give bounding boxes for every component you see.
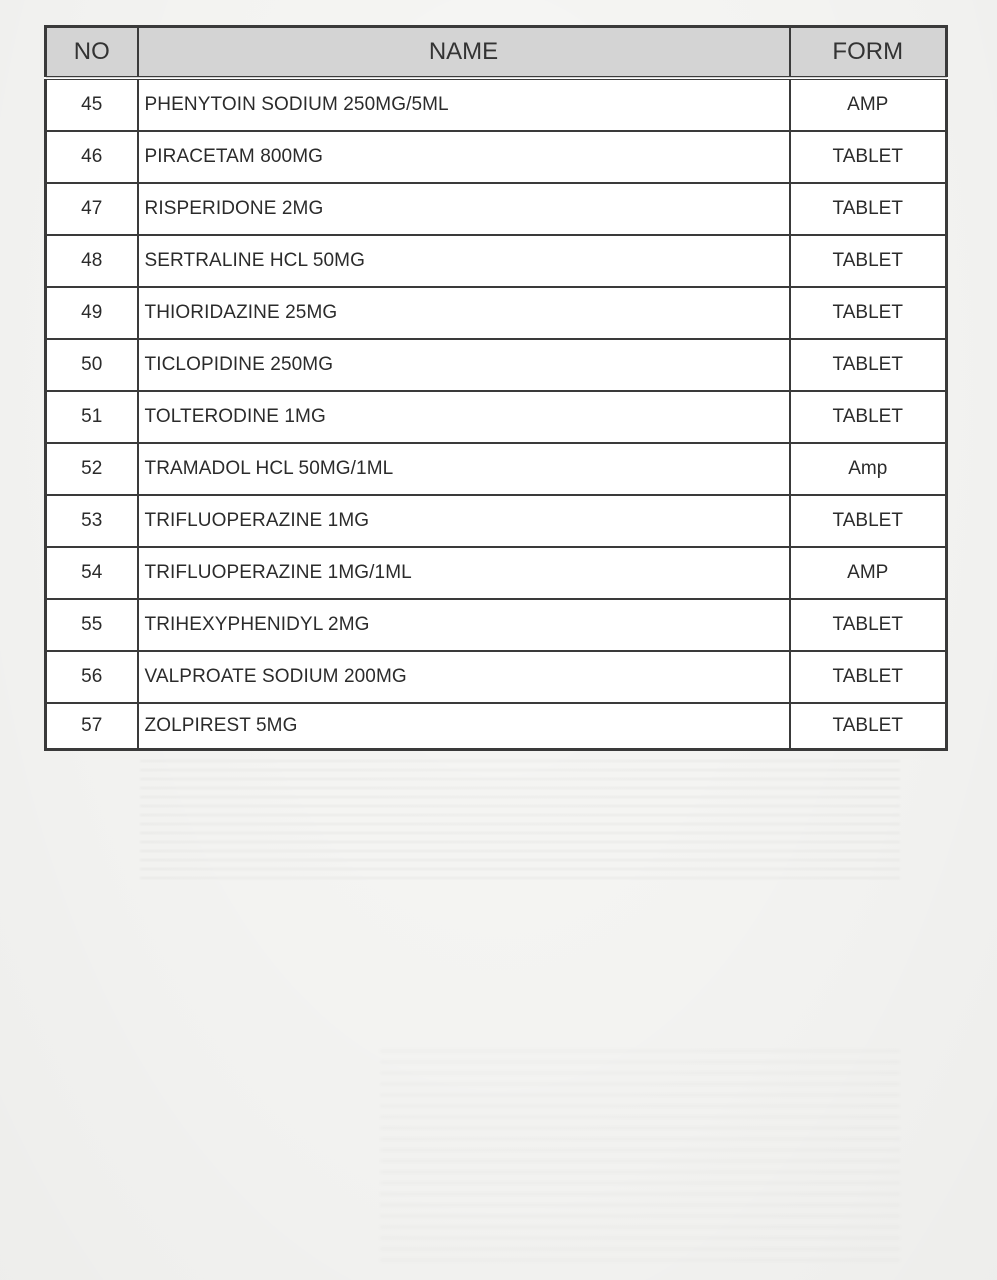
- table-row: [46, 495, 947, 547]
- table-row: [46, 391, 947, 443]
- row-number: 54: [46, 547, 138, 599]
- drug-name: TRIFLUOPERAZINE 1MG: [138, 495, 790, 547]
- paper-show-through: [140, 760, 900, 880]
- drug-form: TABLET: [790, 391, 947, 443]
- drug-form: TABLET: [790, 495, 947, 547]
- drug-form: TABLET: [790, 183, 947, 235]
- table-row: [46, 235, 947, 287]
- drug-form: TABLET: [790, 599, 947, 651]
- header-no: NO: [46, 27, 138, 79]
- row-number: 52: [46, 443, 138, 495]
- medication-table: [44, 25, 948, 751]
- drug-name: THIORIDAZINE 25MG: [138, 287, 790, 339]
- drug-name: PIRACETAM 800MG: [138, 131, 790, 183]
- table-row: [46, 78, 947, 131]
- header-name: NAME: [138, 27, 790, 79]
- drug-form: TABLET: [790, 131, 947, 183]
- drug-name: ZOLPIREST 5MG: [138, 703, 790, 750]
- drug-name: TRIHEXYPHENIDYL 2MG: [138, 599, 790, 651]
- drug-name: TOLTERODINE 1MG: [138, 391, 790, 443]
- table-row: [46, 287, 947, 339]
- row-number: 56: [46, 651, 138, 703]
- row-number: 57: [46, 703, 138, 750]
- table-row: [46, 339, 947, 391]
- row-number: 49: [46, 287, 138, 339]
- row-number: 50: [46, 339, 138, 391]
- drug-form: TABLET: [790, 651, 947, 703]
- drug-name: TICLOPIDINE 250MG: [138, 339, 790, 391]
- table-row: [46, 599, 947, 651]
- table-row: [46, 547, 947, 599]
- row-number: 47: [46, 183, 138, 235]
- drug-form: TABLET: [790, 287, 947, 339]
- drug-name: PHENYTOIN SODIUM 250MG/5ML: [138, 78, 790, 131]
- row-number: 46: [46, 131, 138, 183]
- table-row: [46, 443, 947, 495]
- row-number: 53: [46, 495, 138, 547]
- drug-form: Amp: [790, 443, 947, 495]
- paper-show-through-lower: [380, 1050, 900, 1270]
- row-number: 45: [46, 78, 138, 131]
- drug-name: TRIFLUOPERAZINE 1MG/1ML: [138, 547, 790, 599]
- row-number: 55: [46, 599, 138, 651]
- table-row: [46, 183, 947, 235]
- drug-name: SERTRALINE HCL 50MG: [138, 235, 790, 287]
- row-number: 51: [46, 391, 138, 443]
- drug-form: TABLET: [790, 235, 947, 287]
- table-row: [46, 703, 947, 750]
- row-number: 48: [46, 235, 138, 287]
- drug-name: TRAMADOL HCL 50MG/1ML: [138, 443, 790, 495]
- table-row: [46, 131, 947, 183]
- drug-form: TABLET: [790, 703, 947, 750]
- drug-form: TABLET: [790, 339, 947, 391]
- table-row: [46, 651, 947, 703]
- drug-form: AMP: [790, 547, 947, 599]
- header-form: FORM: [790, 27, 947, 79]
- drug-name: VALPROATE SODIUM 200MG: [138, 651, 790, 703]
- header-row: [46, 27, 947, 79]
- drug-form: AMP: [790, 78, 947, 131]
- drug-name: RISPERIDONE 2MG: [138, 183, 790, 235]
